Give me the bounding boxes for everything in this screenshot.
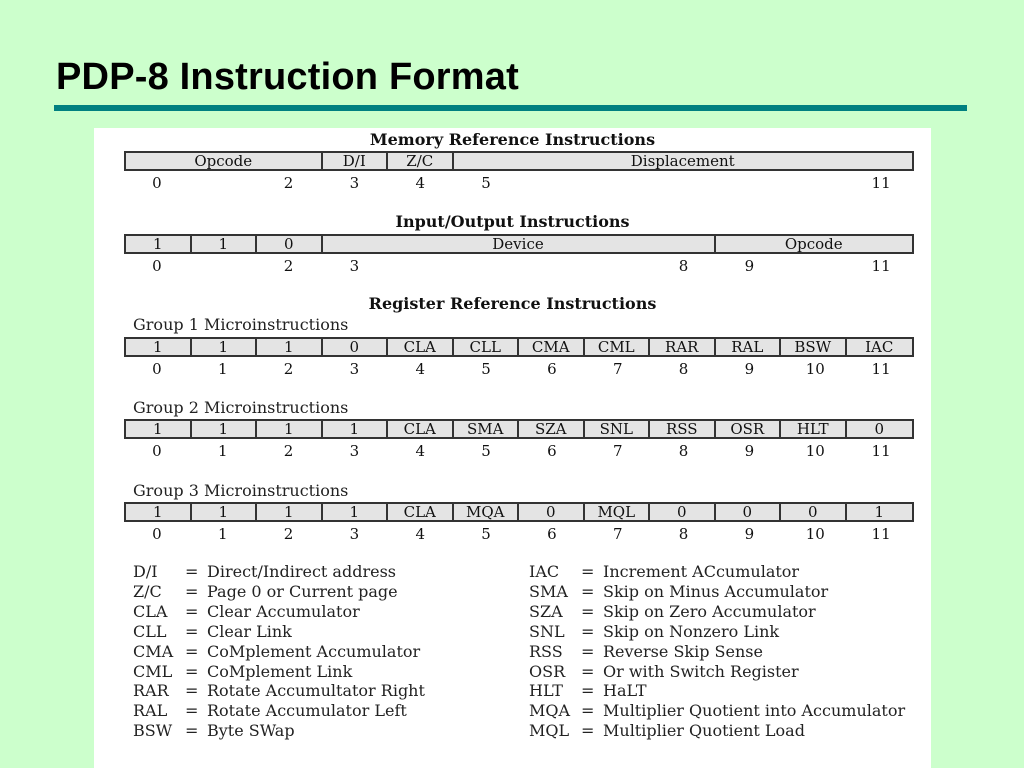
legend-left (133, 562, 425, 741)
legend-abbreviation: IAC (529, 562, 560, 581)
legend-abbreviation: RAL (133, 701, 168, 721)
legend-description: Rotate Accumultator Right (207, 681, 425, 701)
legend-abbreviation: Z/C (133, 581, 162, 601)
legend-abbreviation: OSR (529, 661, 566, 681)
legend-equals: = (581, 601, 595, 621)
field-0: 0 (874, 421, 885, 437)
field-0: 0 (257, 236, 323, 252)
legend-entry (529, 622, 905, 642)
legend-equals: = (581, 681, 595, 701)
field-sma: SMA (454, 421, 520, 437)
bit-label: 8 (678, 257, 689, 275)
bit-label: 2 (283, 257, 294, 275)
instruction-format-figure (94, 128, 931, 768)
legend-entry (133, 642, 425, 662)
legend-description: Page 0 or Current page (207, 581, 398, 601)
legend-abbreviation: MQA (529, 701, 571, 721)
field-mql: MQL (585, 504, 651, 520)
legend-equals: = (185, 621, 199, 641)
group-2-label: Group 2 Microinstructions (133, 398, 349, 417)
bit-label: 9 (744, 257, 755, 275)
group-2-bits (124, 442, 914, 460)
field-1: 1 (192, 339, 258, 355)
bit-label: 4 (415, 174, 426, 192)
legend-equals: = (185, 641, 199, 661)
legend-abbreviation: CMA (133, 641, 174, 661)
legend-description: Clear Accumulator (207, 601, 360, 621)
title-divider (54, 105, 967, 111)
bit-label: 0 (152, 442, 162, 460)
legend-equals: = (581, 621, 595, 641)
bit-label: 3 (349, 174, 360, 192)
bit-label: 5 (481, 360, 491, 378)
field-snl: SNL (585, 421, 651, 437)
legend-equals: = (185, 701, 199, 721)
bit-label: 1 (217, 442, 228, 460)
legend-description: Increment ACcumulator (603, 562, 800, 581)
field-1: 1 (126, 339, 192, 355)
bit-label: 11 (871, 174, 891, 192)
bit-label: 1 (217, 360, 228, 378)
legend-description: Skip on Zero Accumulator (603, 601, 816, 621)
legend-entry (133, 622, 425, 642)
field-0: 0 (781, 504, 847, 520)
field-1: 1 (257, 339, 323, 355)
legend-equals: = (581, 562, 595, 581)
legend-abbreviation: MQL (529, 721, 570, 741)
field-opcode: Opcode (126, 153, 323, 169)
legend-equals: = (185, 721, 199, 741)
legend-right (529, 562, 905, 741)
field-1: 1 (126, 504, 192, 520)
legend-entry (133, 662, 425, 682)
field-1: 1 (257, 504, 323, 520)
bit-label: 6 (547, 525, 557, 543)
legend-description: Multiplier Quotient into Accumulator (603, 701, 906, 721)
legend-description: CoMplement Accumulator (207, 641, 421, 661)
legend-entry (529, 701, 905, 721)
legend-description: Clear Link (207, 621, 292, 641)
bit-label: 2 (283, 525, 294, 543)
field-opcode: Opcode (784, 236, 843, 252)
legend-description: Multiplier Quotient Load (603, 721, 805, 741)
field-rss: RSS (650, 421, 716, 437)
legend-equals: = (185, 661, 199, 681)
field-cll: CLL (454, 339, 520, 355)
field-0: 0 (519, 504, 585, 520)
legend-abbreviation: CML (133, 661, 173, 681)
bit-label: 6 (547, 360, 557, 378)
group-1-format (124, 337, 914, 357)
legend-entry (529, 562, 905, 582)
bit-label: 3 (349, 442, 360, 460)
field-1: 1 (192, 504, 258, 520)
bit-label: 11 (871, 360, 891, 378)
legend-entry (133, 602, 425, 622)
bit-label: 7 (612, 525, 623, 543)
field-1: 1 (192, 421, 258, 437)
bit-label: 9 (744, 360, 755, 378)
bit-label: 2 (283, 360, 294, 378)
memory-reference-bits (124, 174, 914, 192)
bit-label: 2 (283, 174, 294, 192)
bit-label: 10 (805, 442, 825, 460)
bit-label: 3 (349, 360, 360, 378)
bit-label: 4 (415, 360, 426, 378)
legend-equals: = (185, 562, 199, 581)
io-title: Input/Output Instructions (395, 212, 630, 231)
legend-description: CoMplement Link (207, 661, 353, 681)
legend-abbreviation: HLT (529, 681, 563, 701)
legend-equals: = (581, 641, 595, 661)
bit-label: 9 (744, 525, 755, 543)
field-1: 1 (192, 236, 258, 252)
bit-label: 10 (805, 360, 825, 378)
group-2-format (124, 419, 914, 439)
field-displacement: Displacement (630, 153, 735, 169)
memory-reference-title: Memory Reference Instructions (369, 130, 656, 149)
legend-entry (529, 681, 905, 701)
field-hlt: HLT (781, 421, 847, 437)
register-reference-title: Register Reference Instructions (368, 294, 657, 313)
legend-abbreviation: SMA (529, 581, 568, 601)
bit-label: 0 (152, 360, 162, 378)
field-1: 1 (126, 236, 192, 252)
io-bits (124, 257, 914, 275)
bit-label: 7 (612, 442, 623, 460)
field-osr: OSR (716, 421, 782, 437)
field-0: 0 (716, 504, 782, 520)
bit-label: 11 (871, 442, 891, 460)
legend-abbreviation: BSW (133, 721, 173, 741)
bit-label: 3 (349, 257, 360, 275)
field-cma: CMA (519, 339, 585, 355)
memory-reference-format (124, 151, 914, 171)
bit-label: 8 (678, 525, 689, 543)
bit-label: 5 (481, 442, 491, 460)
field-cla: CLA (388, 504, 454, 520)
legend-entry (529, 582, 905, 602)
legend-description: Reverse Skip Sense (603, 641, 763, 661)
bit-label: 7 (612, 360, 623, 378)
bit-label: 1 (217, 525, 228, 543)
field-z-c: Z/C (388, 153, 454, 169)
legend-abbreviation: SNL (529, 621, 565, 641)
field-cla: CLA (388, 421, 454, 437)
legend-abbreviation: SZA (529, 601, 563, 621)
slide-title: PDP-8 Instruction Format (56, 56, 519, 98)
bit-label: 4 (415, 525, 426, 543)
field-cml: CML (585, 339, 651, 355)
legend-entry (133, 701, 425, 721)
bit-label: 0 (152, 257, 162, 275)
bit-label: 6 (547, 442, 557, 460)
field-device: Device (323, 236, 716, 252)
field-1: 1 (323, 504, 389, 520)
field-1: 1 (874, 504, 885, 520)
bit-label: 8 (678, 442, 689, 460)
field-1: 1 (126, 421, 192, 437)
bit-label: 0 (152, 525, 162, 543)
field-iac: IAC (865, 339, 894, 355)
field-0: 0 (323, 339, 389, 355)
field-0: 0 (650, 504, 716, 520)
legend-equals: = (581, 701, 595, 721)
legend-entry (133, 721, 425, 741)
legend-equals: = (581, 661, 595, 681)
legend-entry (133, 562, 425, 582)
legend-description: Skip on Minus Accumulator (603, 581, 829, 601)
legend-abbreviation: CLA (133, 601, 168, 621)
group-3-format (124, 502, 914, 522)
legend-entry (529, 602, 905, 622)
field-sza: SZA (519, 421, 585, 437)
legend-description: Direct/Indirect address (207, 562, 396, 581)
bit-label: 5 (481, 174, 491, 192)
legend-entry (529, 662, 905, 682)
bit-label: 2 (283, 442, 294, 460)
legend-description: Or with Switch Register (603, 661, 799, 681)
field-rar: RAR (650, 339, 716, 355)
bit-label: 0 (152, 174, 162, 192)
field-ral: RAL (716, 339, 782, 355)
legend-abbreviation: D/I (133, 562, 158, 581)
legend-description: Byte SWap (207, 721, 295, 741)
io-format (124, 234, 914, 254)
legend-entry (529, 642, 905, 662)
group-3-label: Group 3 Microinstructions (133, 481, 349, 500)
legend-equals: = (185, 601, 199, 621)
field-1: 1 (323, 421, 389, 437)
bit-label: 9 (744, 442, 755, 460)
bit-label: 5 (481, 525, 491, 543)
bit-label: 10 (805, 525, 825, 543)
bit-label: 3 (349, 525, 360, 543)
legend-entry (133, 582, 425, 602)
field-mqa: MQA (454, 504, 520, 520)
field-bsw: BSW (781, 339, 847, 355)
bit-label: 11 (871, 257, 891, 275)
legend-description: Skip on Nonzero Link (603, 621, 780, 641)
bit-label: 11 (871, 525, 891, 543)
legend-description: Rotate Accumulator Left (207, 701, 407, 721)
legend-equals: = (185, 681, 199, 701)
bit-label: 8 (678, 360, 689, 378)
group-1-label: Group 1 Microinstructions (133, 315, 349, 334)
legend-description: HaLT (603, 681, 647, 701)
legend-abbreviation: RAR (133, 681, 169, 701)
bit-label: 4 (415, 442, 426, 460)
field-cla: CLA (388, 339, 454, 355)
legend-equals: = (185, 581, 199, 601)
legend-equals: = (581, 721, 595, 741)
field-1: 1 (257, 421, 323, 437)
legend-abbreviation: CLL (133, 621, 167, 641)
legend-abbreviation: RSS (529, 641, 563, 661)
legend-equals: = (581, 581, 595, 601)
group-3-bits (124, 525, 914, 543)
group-1-bits (124, 360, 914, 378)
legend-entry (133, 681, 425, 701)
field-d-i: D/I (323, 153, 389, 169)
legend-entry (529, 721, 905, 741)
